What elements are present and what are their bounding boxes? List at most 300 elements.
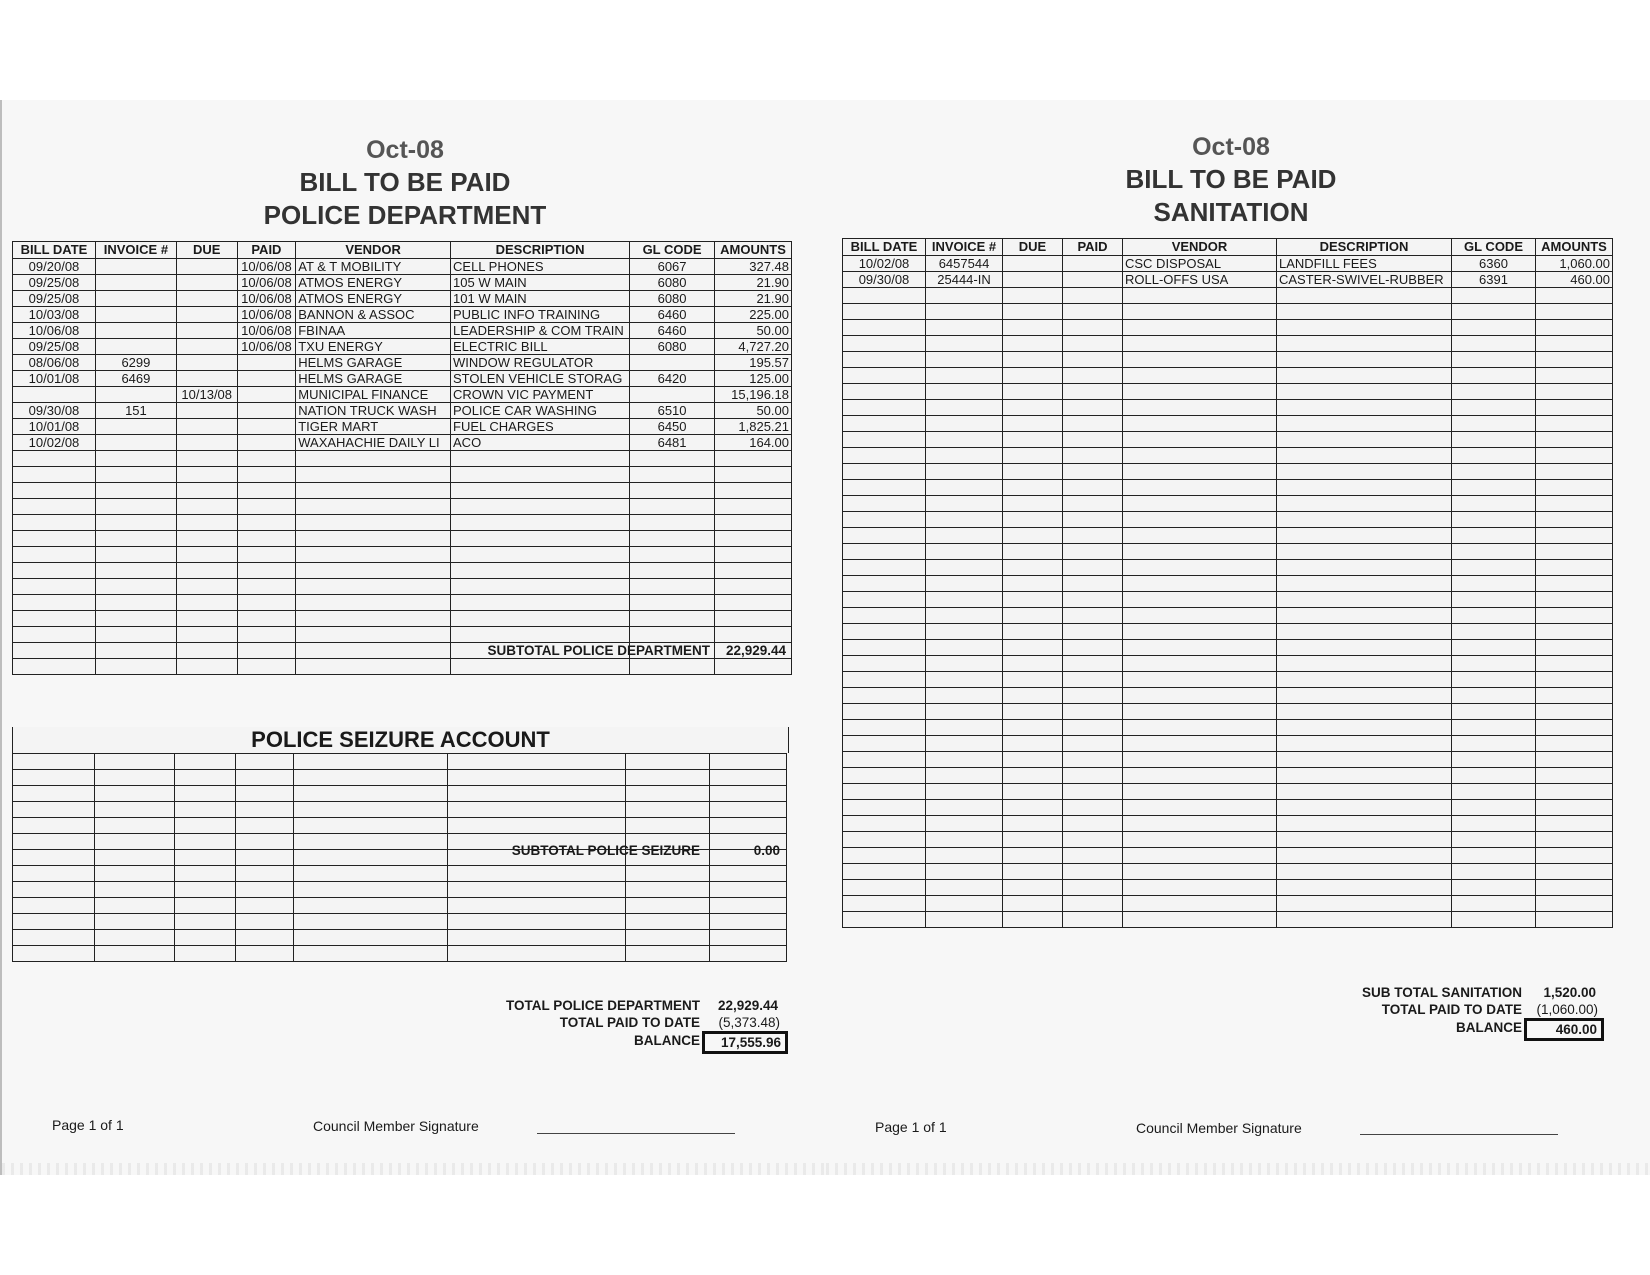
table-cell [296,515,451,531]
sanitation-month: Oct-08 [1192,133,1270,161]
table-cell [1452,912,1536,928]
blank-row [843,672,1613,688]
table-cell: 10/02/08 [13,435,96,451]
table-cell [176,483,237,499]
table-cell [451,467,630,483]
table-cell: 10/06/08 [237,323,296,339]
blank-row [843,496,1613,512]
table-cell [1063,320,1123,336]
table-cell [1063,400,1123,416]
table-cell [1536,320,1613,336]
table-cell [448,770,626,786]
table-cell [926,704,1003,720]
table-cell [1452,704,1536,720]
table-cell [1452,320,1536,336]
blank-row [843,912,1613,928]
sanitation-signature-line [1360,1134,1558,1135]
table-cell [451,483,630,499]
table-cell: 10/06/08 [237,291,296,307]
table-cell [1063,368,1123,384]
table-cell [448,866,626,882]
table-cell [715,611,792,627]
table-cell [710,882,787,898]
police-table-body [13,259,792,675]
table-cell [1452,400,1536,416]
table-cell [95,467,176,483]
scan-noise [826,1163,1650,1175]
table-cell [1277,544,1452,560]
table-cell [1536,432,1613,448]
table-cell [1536,448,1613,464]
table-cell [13,898,95,914]
column-header: DUE [1003,239,1063,256]
table-cell [626,946,710,962]
table-cell [294,866,448,882]
table-cell [176,355,237,371]
table-cell [1277,304,1452,320]
table-cell [1536,288,1613,304]
table-cell [1123,336,1277,352]
table-cell [95,435,176,451]
table-cell: 6299 [95,355,176,371]
table-cell [926,576,1003,592]
table-cell [13,643,96,659]
table-row [13,371,792,387]
table-cell [926,400,1003,416]
table-cell [1003,864,1063,880]
blank-row [843,656,1613,672]
table-cell [1277,624,1452,640]
table-cell [176,499,237,515]
blank-row [13,946,787,962]
table-cell [1123,608,1277,624]
table-cell [235,898,294,914]
table-cell [843,816,926,832]
table-cell [174,946,235,962]
table-cell [1063,832,1123,848]
table-cell [95,339,176,355]
table-cell [1536,736,1613,752]
table-header-row [843,239,1613,256]
table-cell [1003,544,1063,560]
table-cell: 10/01/08 [13,419,96,435]
table-cell [843,624,926,640]
table-cell [1003,752,1063,768]
table-cell [1277,832,1452,848]
table-cell [1003,640,1063,656]
table-cell [294,898,448,914]
table-cell [1063,752,1123,768]
table-cell [1123,352,1277,368]
blank-row [13,818,787,834]
table-cell [1063,496,1123,512]
blank-row [843,848,1613,864]
table-cell [1536,592,1613,608]
table-cell [715,467,792,483]
table-cell [1003,512,1063,528]
table-cell [843,864,926,880]
blank-row [13,579,792,595]
table-cell [630,595,715,611]
table-cell [926,688,1003,704]
table-cell [843,592,926,608]
table-cell [176,307,237,323]
police-subtotal-value: 22,929.44 [725,643,786,658]
table-cell [1452,496,1536,512]
table-cell [843,608,926,624]
table-cell [237,595,296,611]
table-cell [1123,656,1277,672]
table-cell [94,802,174,818]
table-cell [1452,800,1536,816]
blank-row [13,627,792,643]
table-cell [294,914,448,930]
table-cell [843,672,926,688]
table-cell [1003,480,1063,496]
blank-row [843,336,1613,352]
table-cell [630,579,715,595]
table-cell [1452,512,1536,528]
table-cell [1063,896,1123,912]
police-month: Oct-08 [366,136,444,164]
table-cell [176,627,237,643]
table-cell [630,515,715,531]
table-cell [294,770,448,786]
table-cell [710,914,787,930]
police-title: BILL TO BE PAID [299,167,511,197]
table-cell [451,579,630,595]
table-cell [296,659,451,675]
table-cell [843,768,926,784]
table-cell [843,896,926,912]
table-cell [13,882,95,898]
table-cell: ROLL-OFFS USA [1123,272,1277,288]
table-cell [1536,576,1613,592]
table-cell [1277,480,1452,496]
table-cell: 10/02/08 [843,256,926,272]
table-cell [237,659,296,675]
table-cell: 10/06/08 [13,323,96,339]
blank-row [843,704,1613,720]
table-cell [237,467,296,483]
table-cell [13,515,96,531]
table-cell [13,595,96,611]
table-cell [1277,352,1452,368]
sanitation-paid-label: TOTAL PAID TO DATE [1381,1002,1522,1017]
table-cell [13,818,95,834]
sanitation-subtotal-label: SUB TOTAL SANITATION [1362,985,1522,1000]
table-cell [235,914,294,930]
table-cell [1277,512,1452,528]
table-cell [174,882,235,898]
table-cell [1003,704,1063,720]
table-cell [1003,256,1063,272]
table-cell [174,802,235,818]
table-cell [843,720,926,736]
table-cell [1003,880,1063,896]
table-cell [843,656,926,672]
table-cell: 6450 [630,419,715,435]
table-cell [94,898,174,914]
table-cell: ATMOS ENERGY [296,275,451,291]
table-cell [1063,848,1123,864]
scan-noise [2,1163,827,1175]
table-cell [926,544,1003,560]
table-cell [13,547,96,563]
table-cell [235,802,294,818]
table-cell [94,930,174,946]
blank-row [843,752,1613,768]
table-cell [294,946,448,962]
table-cell [95,323,176,339]
table-cell [237,515,296,531]
table-cell [94,834,174,850]
table-cell [176,435,237,451]
table-row [13,307,792,323]
table-cell [1452,736,1536,752]
table-row [13,387,792,403]
police-paid-value: (5,373.48) [718,1015,780,1030]
table-cell [1003,432,1063,448]
table-cell [1536,496,1613,512]
table-cell [843,496,926,512]
table-cell: 4,727.20 [715,339,792,355]
table-cell [176,291,237,307]
table-cell [626,770,710,786]
table-cell [1277,672,1452,688]
table-cell [1277,592,1452,608]
table-cell: 1,825.21 [715,419,792,435]
table-cell [843,736,926,752]
table-cell [1123,464,1277,480]
table-cell [1123,432,1277,448]
table-cell [926,640,1003,656]
table-cell [1536,704,1613,720]
table-cell [1277,464,1452,480]
table-cell [1452,448,1536,464]
blank-row [843,736,1613,752]
blank-row [843,352,1613,368]
table-cell [1536,304,1613,320]
table-cell [1277,448,1452,464]
table-cell [451,451,630,467]
police-bills-table [12,241,792,675]
table-cell [926,752,1003,768]
table-cell [294,786,448,802]
sanitation-bills-table [842,238,1613,928]
table-cell [715,531,792,547]
table-cell [1277,336,1452,352]
blank-row [13,786,787,802]
table-cell [1003,528,1063,544]
table-cell [926,480,1003,496]
table-cell [235,882,294,898]
table-cell: 10/01/08 [13,371,96,387]
table-cell: ATMOS ENERGY [296,291,451,307]
table-cell [1536,464,1613,480]
table-cell [237,403,296,419]
blank-row [843,592,1613,608]
column-header: BILL DATE [843,239,926,256]
blank-row [13,467,792,483]
table-cell [294,850,448,866]
table-cell [1277,752,1452,768]
table-cell [710,770,787,786]
table-cell: 1,060.00 [1536,256,1613,272]
blank-row [843,384,1613,400]
table-cell [926,880,1003,896]
table-cell [296,643,451,659]
blank-row [13,882,787,898]
table-cell [1452,384,1536,400]
table-cell [1003,656,1063,672]
table-cell [95,419,176,435]
table-cell [1277,720,1452,736]
table-cell [176,515,237,531]
table-cell [926,848,1003,864]
table-cell: 6469 [95,371,176,387]
table-row [843,272,1613,288]
table-header-row [13,242,792,259]
table-cell [626,802,710,818]
table-cell [1452,304,1536,320]
table-cell [1277,288,1452,304]
table-cell [176,323,237,339]
table-cell [448,754,626,770]
table-cell [1277,688,1452,704]
police-subtotal-label: SUBTOTAL POLICE DEPARTMENT [487,643,710,658]
table-cell [1452,816,1536,832]
blank-row [13,659,792,675]
table-cell [1452,352,1536,368]
table-cell: FUEL CHARGES [451,419,630,435]
table-cell [451,515,630,531]
table-cell: 10/03/08 [13,307,96,323]
table-cell [1452,864,1536,880]
table-cell [1536,672,1613,688]
table-cell [176,451,237,467]
table-cell [843,832,926,848]
table-cell [174,930,235,946]
table-cell [235,866,294,882]
table-cell [1536,336,1613,352]
table-cell [1123,416,1277,432]
table-cell [94,946,174,962]
table-cell: 6391 [1452,272,1536,288]
seizure-subtotal-label: SUBTOTAL POLICE SEIZURE [511,843,700,858]
table-cell: ELECTRIC BILL [451,339,630,355]
table-cell [630,531,715,547]
table-cell [1536,896,1613,912]
table-cell [1123,880,1277,896]
table-cell [95,275,176,291]
table-cell [1123,576,1277,592]
table-cell [1003,496,1063,512]
table-cell [1536,400,1613,416]
blank-row [13,531,792,547]
table-cell [926,784,1003,800]
table-cell: 151 [95,403,176,419]
police-header [10,136,800,231]
table-cell: 10/13/08 [176,387,237,403]
table-cell [235,754,294,770]
table-cell [174,866,235,882]
table-cell [1123,912,1277,928]
table-cell [715,547,792,563]
table-cell: 50.00 [715,403,792,419]
table-cell [451,595,630,611]
table-cell [95,627,176,643]
table-cell: 6460 [630,323,715,339]
table-cell: LANDFILL FEES [1277,256,1452,272]
table-cell [715,451,792,467]
police-total-value: 22,929.44 [717,998,778,1013]
table-cell [451,531,630,547]
table-cell: MUNICIPAL FINANCE [296,387,451,403]
blank-row [13,451,792,467]
blank-row [13,515,792,531]
table-cell [1277,736,1452,752]
table-cell [1123,704,1277,720]
table-cell [1536,384,1613,400]
table-cell [1063,288,1123,304]
table-cell [1123,672,1277,688]
sanitation-department-title: SANITATION [1153,197,1309,227]
table-cell [1452,880,1536,896]
table-cell [1003,400,1063,416]
table-cell [926,528,1003,544]
table-cell [174,834,235,850]
table-cell [926,432,1003,448]
table-cell [13,850,95,866]
table-cell [1003,816,1063,832]
table-cell [1003,832,1063,848]
table-cell [1277,768,1452,784]
table-cell [176,563,237,579]
table-cell [1123,640,1277,656]
table-cell: 09/30/08 [13,403,96,419]
table-cell [1063,704,1123,720]
table-cell [1452,624,1536,640]
sanitation-header [836,133,1626,228]
table-cell [1003,416,1063,432]
table-cell [926,416,1003,432]
table-cell [448,946,626,962]
table-cell [1003,304,1063,320]
table-cell [13,483,96,499]
table-cell [1452,896,1536,912]
table-cell [1536,816,1613,832]
table-cell: 09/25/08 [13,339,96,355]
table-cell [715,563,792,579]
table-cell [715,659,792,675]
table-cell [1123,384,1277,400]
blank-row [843,432,1613,448]
table-cell [1123,496,1277,512]
table-cell [94,786,174,802]
table-cell [630,355,715,371]
blank-row [843,448,1613,464]
blank-row [843,640,1613,656]
table-cell [926,768,1003,784]
table-cell [451,611,630,627]
table-cell [710,866,787,882]
table-cell [843,368,926,384]
blank-row [843,576,1613,592]
table-cell [710,818,787,834]
table-cell [843,688,926,704]
blank-row [843,816,1613,832]
